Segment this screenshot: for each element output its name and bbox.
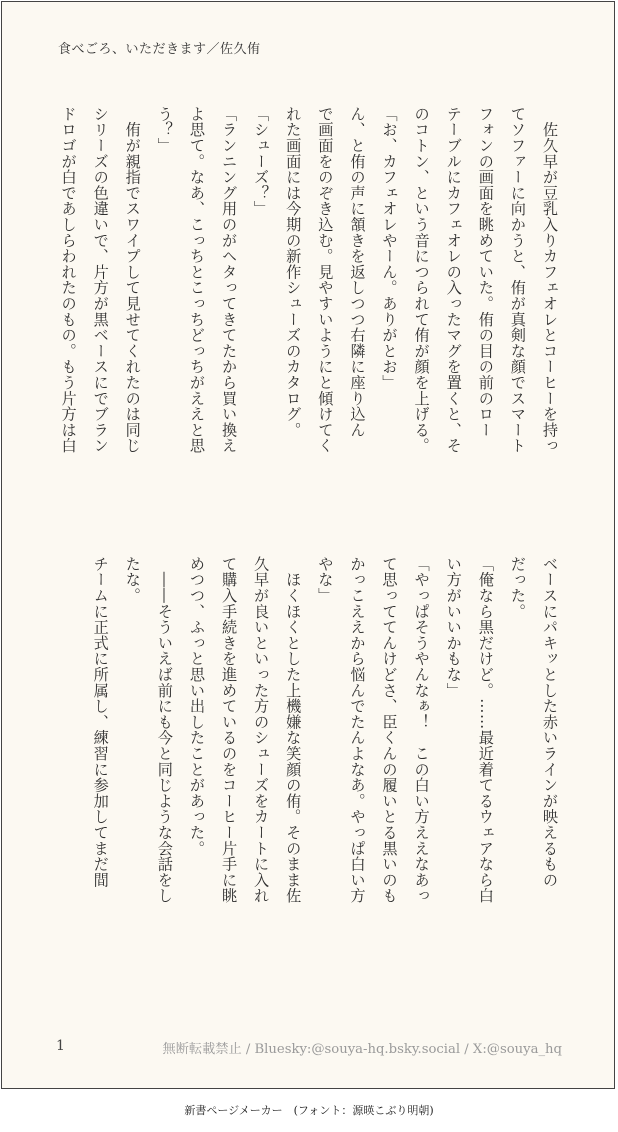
footer-credit: 無断転載禁止 / Bluesky:@souya-hq.bsky.social / X:@souya_hq [162,1042,562,1057]
running-header-title: 食べごろ、いただきます／佐久侑 [58,42,261,57]
text-line: て購入手続きを進めているのをコーヒー片手に眺 [220,556,239,904]
text-line: 「お、カフェオレやーん。ありがとお」 [380,106,399,391]
text-line: フォンの画面を眺めていた。侑の目の前のロー [476,106,495,438]
text-line: て思っててんけどさ、臣くんの履いとる黒いのも [380,556,399,904]
text-line: 「俺なら黒だけど。……最近着てるウェアなら白 [476,556,495,904]
text-line: う？」 [155,106,174,154]
text-line: テーブルにカフェオレの入ったマグを置くと、そ [444,106,463,454]
text-block-upper [58,106,566,520]
text-line: 「やっぱそうやんなぁ！ この白い方ええなあっ [412,556,431,904]
text-line: チームに正式に所属し、練習に参加してまだ間 [91,556,110,888]
text-line: い方がいいかもな」 [444,556,463,699]
text-line: シリーズの色違いで、片方が黒ベースにでブラン [91,106,110,454]
maker-caption: 新書ページメーカー (フォント：源暎こぶり明朝) [184,1104,434,1117]
text-line: 佐久早が豆乳入りカフェオレとコーヒーを持っ [541,106,559,454]
text-line: かっこええから悩んでたんよなあ。やっぱ白い方 [348,556,367,904]
text-line: 「ランニング用のがヘタってきてたから買い換え [220,106,239,454]
text-line: ん、と侑の声に頷きを返しつつ右隣に座り込ん [348,106,367,438]
text-block-lower [58,556,566,980]
text-line: のコトン、という音につられて侑が顔を上げる。 [412,106,431,454]
text-line: だった。 [508,556,527,620]
text-line: やな」 [316,556,335,604]
text-line: 侑が親指でスワイプして見せてくれたのは同じ [123,106,142,454]
text-line: で画面をのぞき込む。見やすいようにと傾けてく [316,106,335,454]
text-line: 久早が良いといった方のシューズをカートに入れ [252,556,271,904]
text-line: めつつ、ふっと思い出したことがあった。 [187,556,206,857]
page-number: 1 [56,1038,65,1054]
book-page [1,1,615,1089]
text-line: ほくほくとした上機嫌な笑顔の侑。そのまま佐 [284,556,303,904]
text-line: ――そういえば前にも今と同じような会話をし [155,556,174,904]
text-line: ベースにパキッとした赤いラインが映えるもの [541,556,559,888]
text-line: たな。 [123,556,142,604]
text-line: 「シューズ？」 [252,106,271,217]
text-line: てソファーに向かうと、侑が真剣な顔でスマート [508,106,527,454]
text-line: よ思て。なあ、こっちとこっちどっちがええと思 [187,106,206,454]
text-line: ドロゴが白であしらわれたのもの。もう片方は白 [59,106,78,454]
text-line: れた画面には今期の新作シューズのカタログ。 [284,106,303,438]
